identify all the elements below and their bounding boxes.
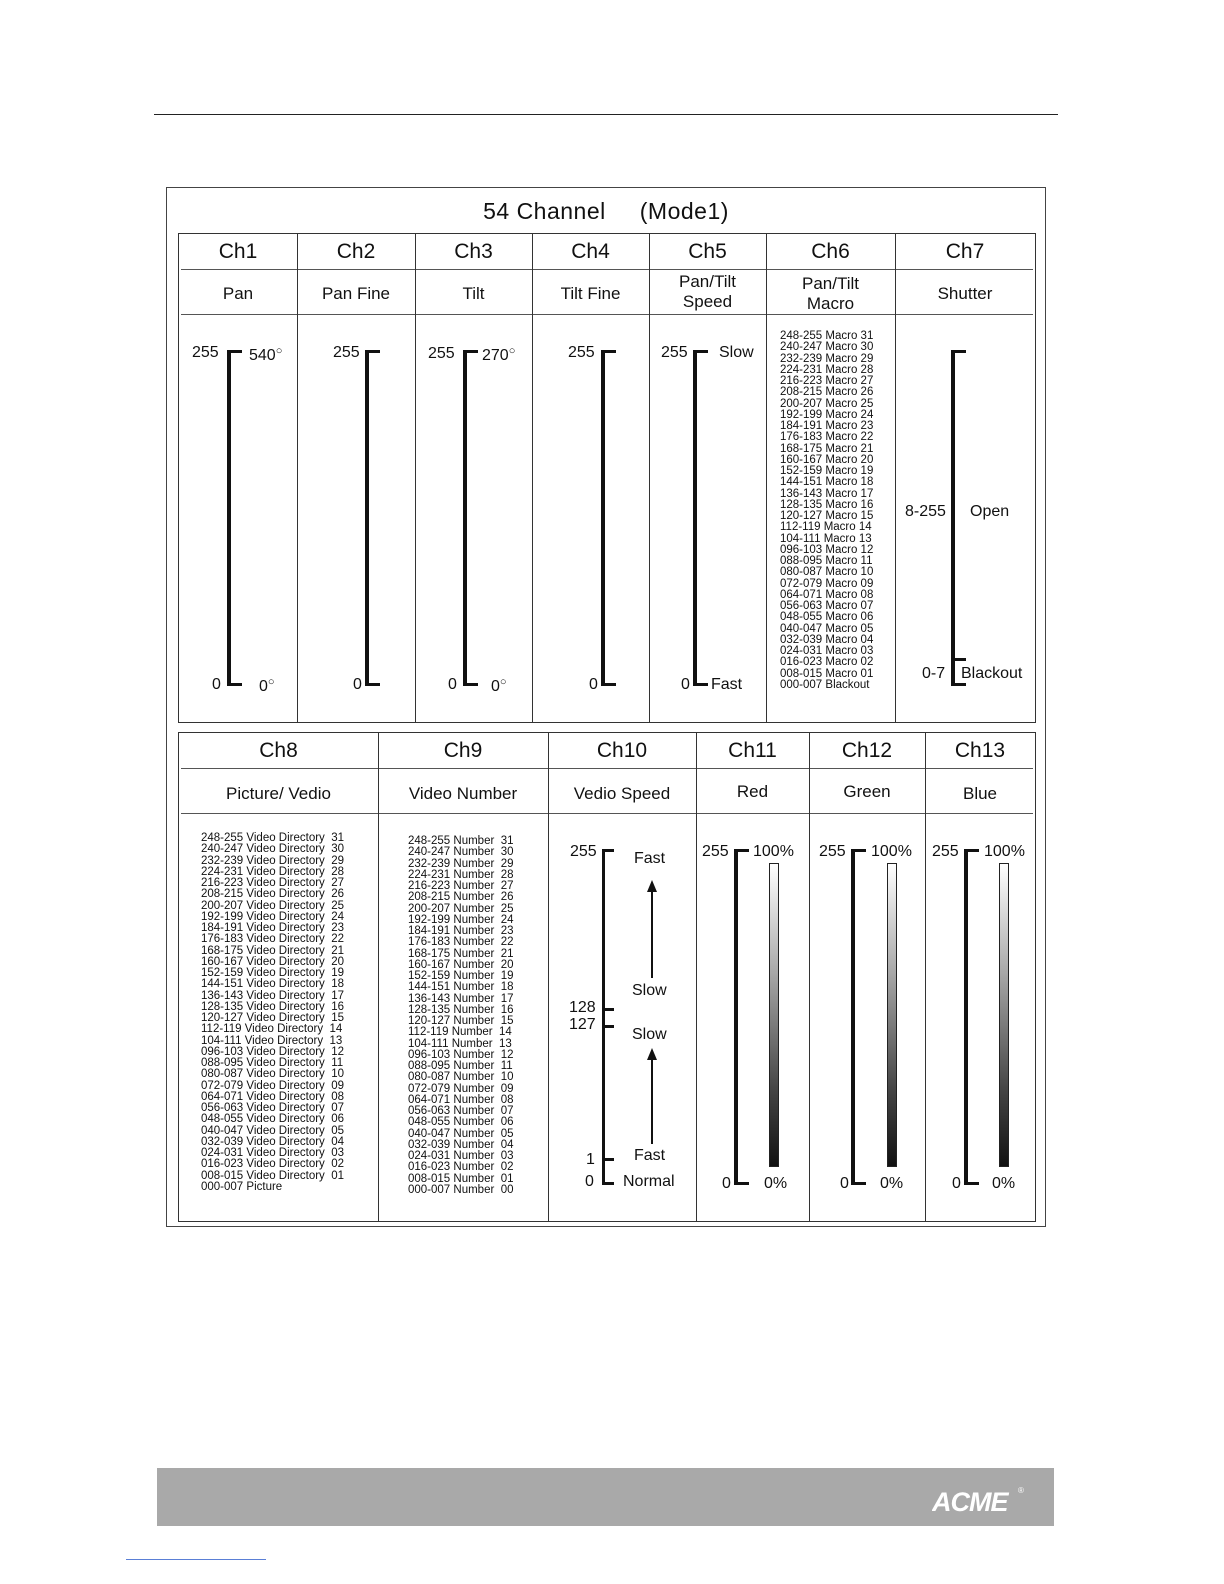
list-item: 144-151 Number 18 xyxy=(408,981,514,994)
list-item: 112-119 Number 14 xyxy=(408,1026,512,1039)
list-item: 016-023 Macro 02 xyxy=(780,656,874,669)
list-item: 208-215 Number 26 xyxy=(408,891,514,904)
ch12-name: Green xyxy=(843,782,891,801)
list-item: 128-135 Number 16 xyxy=(408,1003,514,1016)
list-item: 032-039 Number 04 xyxy=(408,1138,514,1151)
list-item: 200-207 Number 25 xyxy=(408,902,514,915)
ch7-scale-bar xyxy=(951,350,955,686)
list-item: 032-039 Macro 04 xyxy=(780,633,874,646)
list-item: 208-215 Video Directory 26 xyxy=(201,888,344,901)
list-item: 064-071 Video Directory 08 xyxy=(201,1090,344,1103)
list-item: 240-247 Macro 30 xyxy=(780,341,874,354)
ch10-slow-bottom: Slow xyxy=(632,1026,667,1043)
list-item: 152-159 Macro 19 xyxy=(780,465,874,477)
list-item: 176-183 Number 22 xyxy=(408,936,514,949)
ch10-value-255: 255 xyxy=(570,843,597,860)
list-item: 080-087 Video Directory 10 xyxy=(201,1068,344,1081)
list-item: 120-127 Video Directory 15 xyxy=(201,1012,344,1024)
list-item: 160-167 Video Directory 20 xyxy=(201,955,344,968)
list-item: 136-143 Number 17 xyxy=(408,992,514,1005)
list-item: 048-055 Number 06 xyxy=(408,1116,514,1129)
ch4-bottom-value: 0 xyxy=(589,676,598,693)
list-item: 248-255 Video Directory 31 xyxy=(201,832,344,844)
list-item: 096-103 Macro 12 xyxy=(780,543,874,556)
ch9-name: Video Number xyxy=(408,784,518,803)
ch10-value-127: 127 xyxy=(569,1016,596,1033)
list-item: 144-151 Video Directory 18 xyxy=(201,978,344,991)
ch13-bottom-value: 0 xyxy=(952,1175,961,1192)
list-item: 184-191 Macro 23 xyxy=(780,420,874,432)
list-item: 104-111 Number 13 xyxy=(408,1037,512,1050)
list-item: 192-199 Video Directory 24 xyxy=(201,910,344,923)
ch12-bottom-percent: 0% xyxy=(880,1175,904,1192)
table-ch8-ch13 xyxy=(178,732,1036,1222)
list-item: 072-079 Macro 09 xyxy=(780,577,874,590)
list-item: 104-111 Video Directory 13 xyxy=(201,1034,343,1047)
ch1-top-tick xyxy=(227,350,242,353)
ch5-fast-label: Fast xyxy=(711,676,743,693)
list-item: 168-175 Macro 21 xyxy=(780,442,874,455)
list-item: 008-015 Video Directory 01 xyxy=(201,1169,344,1182)
ch12-scale-bar xyxy=(851,849,855,1185)
table-ch1-ch7 xyxy=(178,233,1036,723)
ch9-video-number-list xyxy=(408,836,513,1196)
list-item: 072-079 Video Directory 09 xyxy=(201,1079,344,1092)
ch3-header: Ch3 xyxy=(454,240,493,263)
ch1-top-degree: 540○ xyxy=(249,345,283,364)
ch4-scale-bar xyxy=(601,350,605,686)
ch1-bottom-value: 0 xyxy=(212,676,221,693)
ch3-scale-bar xyxy=(463,350,467,686)
list-item: 120-127 Number 15 xyxy=(408,1015,514,1027)
ch9-header: Ch9 xyxy=(443,739,483,762)
ch3-top-degree: 270○ xyxy=(482,345,516,364)
list-item: 160-167 Number 20 xyxy=(408,958,514,971)
list-item: 000-007 Blackout xyxy=(780,678,870,691)
ch11-top-percent: 100% xyxy=(753,843,794,860)
list-item: 024-031 Video Directory 03 xyxy=(201,1147,344,1159)
list-item: 040-047 Video Directory 05 xyxy=(201,1124,344,1137)
list-item: 048-055 Macro 06 xyxy=(780,611,874,624)
ch13-header: Ch13 xyxy=(954,739,1006,762)
ch6-name-line1: Pan/Tilt xyxy=(801,274,859,293)
list-item: 176-183 Macro 22 xyxy=(780,431,874,444)
ch8-video-directory-list xyxy=(201,833,344,1193)
ch10-header: Ch10 xyxy=(596,739,648,762)
list-item: 232-239 Macro 29 xyxy=(780,352,874,365)
list-item: 120-127 Macro 15 xyxy=(780,510,874,522)
ch1-bottom-tick xyxy=(227,683,242,686)
list-item: 056-063 Macro 07 xyxy=(780,600,874,612)
acme-logo xyxy=(932,1484,1028,1518)
list-item: 168-175 Number 21 xyxy=(408,947,514,960)
ch10-arrow-shaft-bottom xyxy=(651,1058,653,1144)
page-title xyxy=(167,198,1045,225)
ch7-blackout-label: Blackout xyxy=(961,665,1023,682)
ch11-scale-bar xyxy=(734,849,738,1185)
ch1-scale-bar xyxy=(227,350,231,686)
ch7-open-label: Open xyxy=(970,503,1010,520)
list-item: 000-007 Number 00 xyxy=(408,1183,514,1196)
list-item: 240-247 Number 30 xyxy=(408,846,514,859)
ch3-bottom-value: 0 xyxy=(448,676,457,693)
ch1-header: Ch1 xyxy=(218,240,258,263)
list-item: 152-159 Video Directory 19 xyxy=(201,967,344,979)
ch6-name xyxy=(766,274,895,314)
ch2-name: Pan Fine xyxy=(321,284,391,303)
ch11-header: Ch11 xyxy=(728,739,777,762)
list-item: 056-063 Number 07 xyxy=(408,1105,514,1117)
top-rule xyxy=(154,114,1058,115)
ch2-bottom-value: 0 xyxy=(353,676,362,693)
list-item: 208-215 Macro 26 xyxy=(780,386,874,399)
list-item: 240-247 Video Directory 30 xyxy=(201,843,344,856)
bottom-link-underline[interactable] xyxy=(126,1559,266,1560)
list-item: 232-239 Video Directory 29 xyxy=(201,854,344,867)
list-item: 024-031 Macro 03 xyxy=(780,645,874,657)
list-item: 224-231 Number 28 xyxy=(408,868,514,881)
list-item: 016-023 Video Directory 02 xyxy=(201,1158,344,1171)
ch10-normal-label: Normal xyxy=(623,1173,675,1190)
ch4-top-value: 255 xyxy=(568,344,595,361)
ch12-header: Ch12 xyxy=(841,739,893,762)
ch10-slow-top: Slow xyxy=(632,982,667,999)
ch10-name: Vedio Speed xyxy=(573,784,671,803)
list-item: 040-047 Number 05 xyxy=(408,1127,514,1140)
list-item: 192-199 Number 24 xyxy=(408,913,514,926)
ch12-intensity-gradient xyxy=(887,863,897,1167)
list-item: 200-207 Video Directory 25 xyxy=(201,899,344,912)
list-item: 008-015 Number 01 xyxy=(408,1172,514,1185)
ch11-bottom-value: 0 xyxy=(722,1175,731,1192)
ch10-scale-bar xyxy=(602,849,605,1185)
ch8-header: Ch8 xyxy=(259,739,298,762)
ch10-fast-bottom: Fast xyxy=(634,1147,666,1164)
footer-bar xyxy=(157,1468,1054,1526)
list-item: 176-183 Video Directory 22 xyxy=(201,933,344,946)
list-item: 128-135 Video Directory 16 xyxy=(201,1000,344,1013)
list-item: 216-223 Number 27 xyxy=(408,880,514,892)
ch12-top-percent: 100% xyxy=(871,843,912,860)
ch8-name: Picture/ Vedio xyxy=(226,784,331,803)
list-item: 096-103 Number 12 xyxy=(408,1048,514,1061)
list-item: 024-031 Number 03 xyxy=(408,1150,514,1162)
list-item: 200-207 Macro 25 xyxy=(780,397,874,410)
ch4-name: Tilt Fine xyxy=(560,284,621,303)
ch5-header: Ch5 xyxy=(688,240,727,263)
ch6-header: Ch6 xyxy=(811,240,850,263)
ch7-blackout-range: 0-7 xyxy=(922,665,946,682)
list-item: 008-015 Macro 01 xyxy=(780,667,874,680)
ch7-name: Shutter xyxy=(937,284,993,303)
ch7-open-range: 8-255 xyxy=(905,503,946,520)
ch1-top-value: 255 xyxy=(192,344,219,361)
ch3-bottom-degree: 0○ xyxy=(491,676,507,695)
list-item: 224-231 Video Directory 28 xyxy=(201,865,344,878)
list-item: 224-231 Macro 28 xyxy=(780,363,874,376)
ch2-scale-bar xyxy=(365,350,369,686)
ch4-header: Ch4 xyxy=(571,240,610,263)
ch3-name: Tilt xyxy=(462,284,485,303)
ch6-macro-list xyxy=(780,331,873,691)
list-item: 184-191 Number 23 xyxy=(408,925,514,937)
ch1-name: Pan xyxy=(222,284,254,303)
list-item: 064-071 Macro 08 xyxy=(780,588,874,601)
ch12-top-value: 255 xyxy=(819,843,846,860)
list-item: 032-039 Video Directory 04 xyxy=(201,1135,344,1148)
ch10-value-1: 1 xyxy=(586,1151,595,1168)
registered-mark: ® xyxy=(1018,1486,1024,1495)
ch12-bottom-value: 0 xyxy=(840,1175,849,1192)
ch13-intensity-gradient xyxy=(999,863,1009,1167)
title-channels: 54 Channel xyxy=(483,198,606,224)
list-item: 088-095 Macro 11 xyxy=(780,555,873,567)
list-item: 000-007 Picture xyxy=(201,1180,283,1193)
ch13-bottom-percent: 0% xyxy=(992,1175,1016,1192)
list-item: 216-223 Macro 27 xyxy=(780,375,874,387)
list-item: 056-063 Video Directory 07 xyxy=(201,1102,344,1114)
acme-logo-text: ACME xyxy=(932,1487,1008,1517)
ch13-scale-bar xyxy=(964,849,968,1185)
list-item: 016-023 Number 02 xyxy=(408,1161,514,1174)
ch3-top-value: 255 xyxy=(428,345,455,362)
ch11-name: Red xyxy=(736,782,769,801)
list-item: 104-111 Macro 13 xyxy=(780,532,872,545)
list-item: 248-255 Number 31 xyxy=(408,835,514,847)
ch11-bottom-percent: 0% xyxy=(764,1175,788,1192)
ch2-header: Ch2 xyxy=(336,240,376,263)
list-item: 088-095 Number 11 xyxy=(408,1060,513,1072)
ch10-value-128: 128 xyxy=(569,999,596,1016)
list-item: 088-095 Video Directory 11 xyxy=(201,1057,344,1069)
ch13-name: Blue xyxy=(962,784,998,803)
list-item: 152-159 Number 19 xyxy=(408,970,514,982)
header-divider xyxy=(181,269,1033,270)
ch6-name-line2: Macro xyxy=(806,294,855,313)
ch13-top-percent: 100% xyxy=(984,843,1025,860)
list-item: 128-135 Macro 16 xyxy=(780,498,874,511)
ch5-name-line1: Pan/Tilt xyxy=(678,272,736,291)
list-item: 048-055 Video Directory 06 xyxy=(201,1113,344,1126)
list-item: 144-151 Macro 18 xyxy=(780,476,874,489)
ch5-top-value: 255 xyxy=(661,344,688,361)
ch5-scale-bar xyxy=(693,350,697,686)
ch5-bottom-value: 0 xyxy=(681,676,690,693)
ch10-value-0: 0 xyxy=(585,1173,594,1190)
list-item: 248-255 Macro 31 xyxy=(780,330,874,342)
list-item: 064-071 Number 08 xyxy=(408,1093,514,1106)
list-item: 096-103 Video Directory 12 xyxy=(201,1045,344,1058)
ch2-top-value: 255 xyxy=(333,344,360,361)
ch11-intensity-gradient xyxy=(769,863,779,1167)
list-item: 080-087 Number 10 xyxy=(408,1071,514,1084)
ch5-name xyxy=(649,272,766,312)
ch10-arrow-shaft-top xyxy=(651,890,653,978)
ch5-name-line2: Speed xyxy=(682,292,733,311)
list-item: 080-087 Macro 10 xyxy=(780,566,874,579)
list-item: 184-191 Video Directory 23 xyxy=(201,922,344,934)
ch7-header: Ch7 xyxy=(945,240,985,263)
list-item: 216-223 Video Directory 27 xyxy=(201,877,344,889)
title-mode: (Mode1) xyxy=(639,198,729,224)
list-item: 136-143 Macro 17 xyxy=(780,487,874,500)
list-item: 192-199 Macro 24 xyxy=(780,408,874,421)
list-item: 040-047 Macro 05 xyxy=(780,622,874,635)
subheader-divider xyxy=(181,314,1033,315)
list-item: 072-079 Number 09 xyxy=(408,1082,514,1095)
list-item: 160-167 Macro 20 xyxy=(780,453,874,466)
list-item: 168-175 Video Directory 21 xyxy=(201,944,344,957)
ch5-slow-label: Slow xyxy=(719,344,754,361)
channel-chart-frame xyxy=(166,187,1046,1227)
ch10-fast-top: Fast xyxy=(634,850,666,867)
ch11-top-value: 255 xyxy=(702,843,729,860)
ch13-top-value: 255 xyxy=(932,843,959,860)
ch1-bottom-degree: 0○ xyxy=(259,676,275,695)
list-item: 112-119 Macro 14 xyxy=(780,521,872,534)
list-item: 112-119 Video Directory 14 xyxy=(201,1023,343,1036)
list-item: 232-239 Number 29 xyxy=(408,857,514,870)
list-item: 136-143 Video Directory 17 xyxy=(201,989,344,1002)
